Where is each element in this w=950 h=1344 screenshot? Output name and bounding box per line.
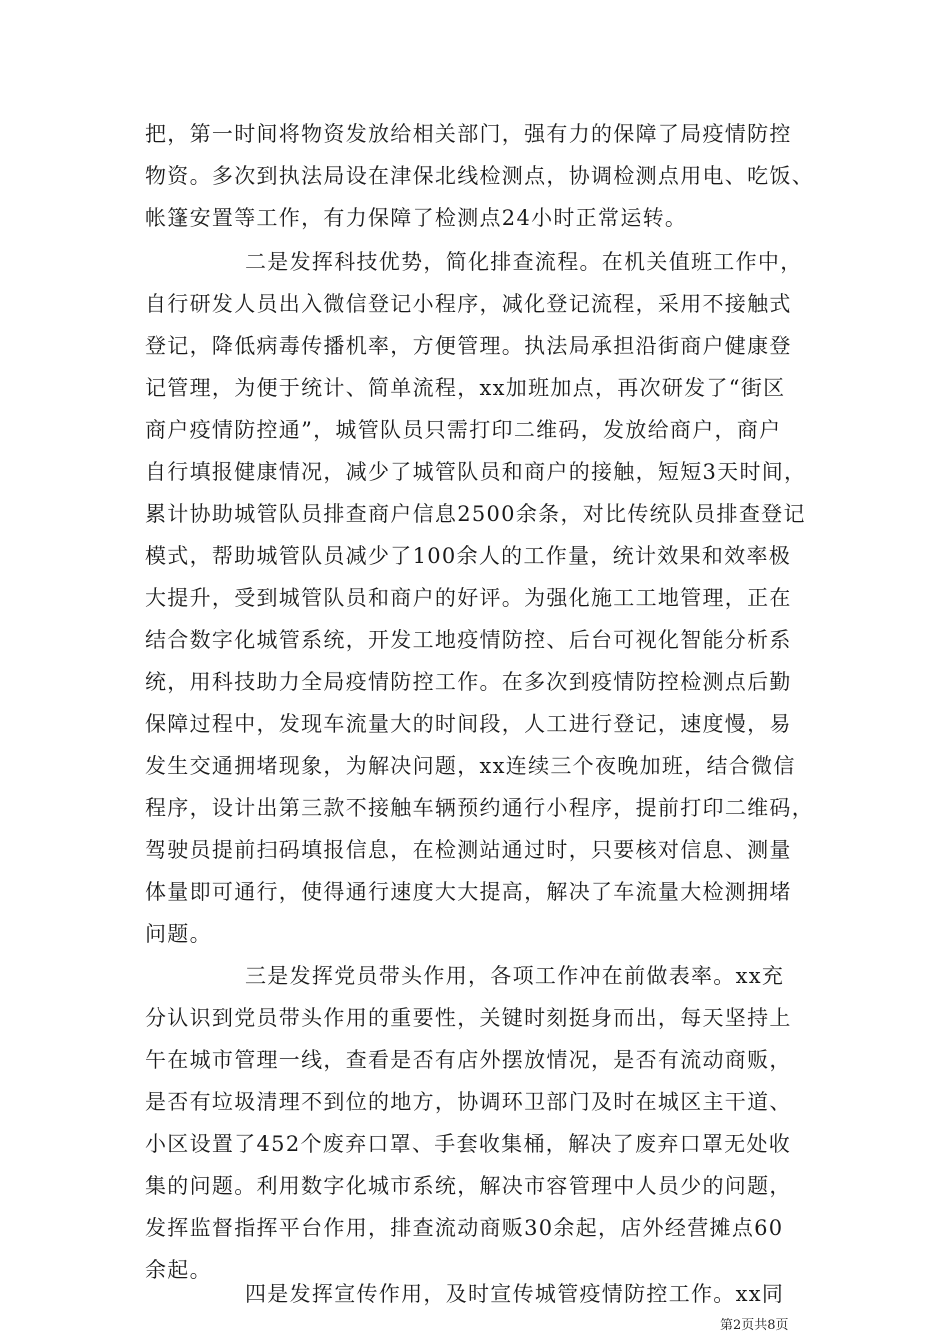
text-line: 记管理，为便于统计、简单流程，xx加班加点，再次研发了“街区	[145, 376, 786, 400]
text-line: 统，用科技助力全局疫情防控工作。在多次到疫情防控检测点后勤	[145, 670, 792, 694]
text-line: 模式，帮助城管队员减少了100余人的工作量，统计效果和效率极	[145, 544, 792, 568]
text-line: 自行研发人员出入微信登记小程序，减化登记流程，采用不接触式	[145, 292, 792, 316]
text-line: 集的问题。利用数字化城市系统，解决市容管理中人员少的问题，	[145, 1174, 792, 1198]
text-line: 程序，设计出第三款不接触车辆预约通行小程序，提前打印二维码，	[145, 796, 814, 820]
text-line: 发挥监督指挥平台作用，排查流动商贩30余起，店外经营摊点60	[145, 1216, 784, 1240]
text-line: 保障过程中，发现车流量大的时间段，人工进行登记，速度慢，易	[145, 712, 792, 736]
text-line: 物资。多次到执法局设在津保北线检测点，协调检测点用电、吃饭、	[145, 164, 814, 188]
text-line: 累计协助城管队员排查商户信息2500余条，对比传统队员排查登记	[145, 502, 806, 526]
text-line: 分认识到党员带头作用的重要性，关键时刻挺身而出，每天坚持上	[145, 1006, 792, 1030]
text-line: 帐篷安置等工作，有力保障了检测点24小时正常运转。	[145, 206, 688, 230]
paragraph-start-line: 三是发挥党员带头作用，各项工作冲在前做表率。xx充	[245, 964, 785, 988]
text-line: 发生交通拥堵现象，为解决问题，xx连续三个夜晚加班，结合微信	[145, 754, 796, 778]
text-line: 登记，降低病毒传播机率，方便管理。执法局承担沿街商户健康登	[145, 334, 792, 358]
text-line: 商户疫情防控通”，城管队员只需打印二维码，发放给商户，商户	[145, 418, 782, 442]
text-line: 是否有垃圾清理不到位的地方，协调环卫部门及时在城区主干道、	[145, 1090, 792, 1114]
text-line: 问题。	[145, 922, 212, 946]
text-line: 大提升，受到城管队员和商户的好评。为强化施工工地管理，正在	[145, 586, 792, 610]
paragraph-start-line: 四是发挥宣传作用，及时宣传城管疫情防控工作。xx同	[245, 1282, 785, 1306]
page-number-footer: 第2页共8页	[720, 1318, 789, 1333]
text-line: 小区设置了452个废弃口罩、手套收集桶，解决了废弃口罩无处收	[145, 1132, 792, 1156]
text-line: 自行填报健康情况，减少了城管队员和商户的接触，短短3天时间，	[145, 460, 807, 484]
text-line: 驾驶员提前扫码填报信息，在检测站通过时，只要核对信息、测量	[145, 838, 792, 862]
text-line: 把，第一时间将物资发放给相关部门，强有力的保障了局疫情防控	[145, 122, 792, 146]
paragraph-start-line: 二是发挥科技优势，简化排查流程。在机关值班工作中，	[245, 250, 803, 274]
text-line: 余起。	[145, 1258, 212, 1282]
text-line: 结合数字化城管系统，开发工地疫情防控、后台可视化智能分析系	[145, 628, 792, 652]
text-line: 午在城市管理一线，查看是否有店外摆放情况，是否有流动商贩，	[145, 1048, 792, 1072]
text-line: 体量即可通行，使得通行速度大大提高，解决了车流量大检测拥堵	[145, 880, 792, 904]
